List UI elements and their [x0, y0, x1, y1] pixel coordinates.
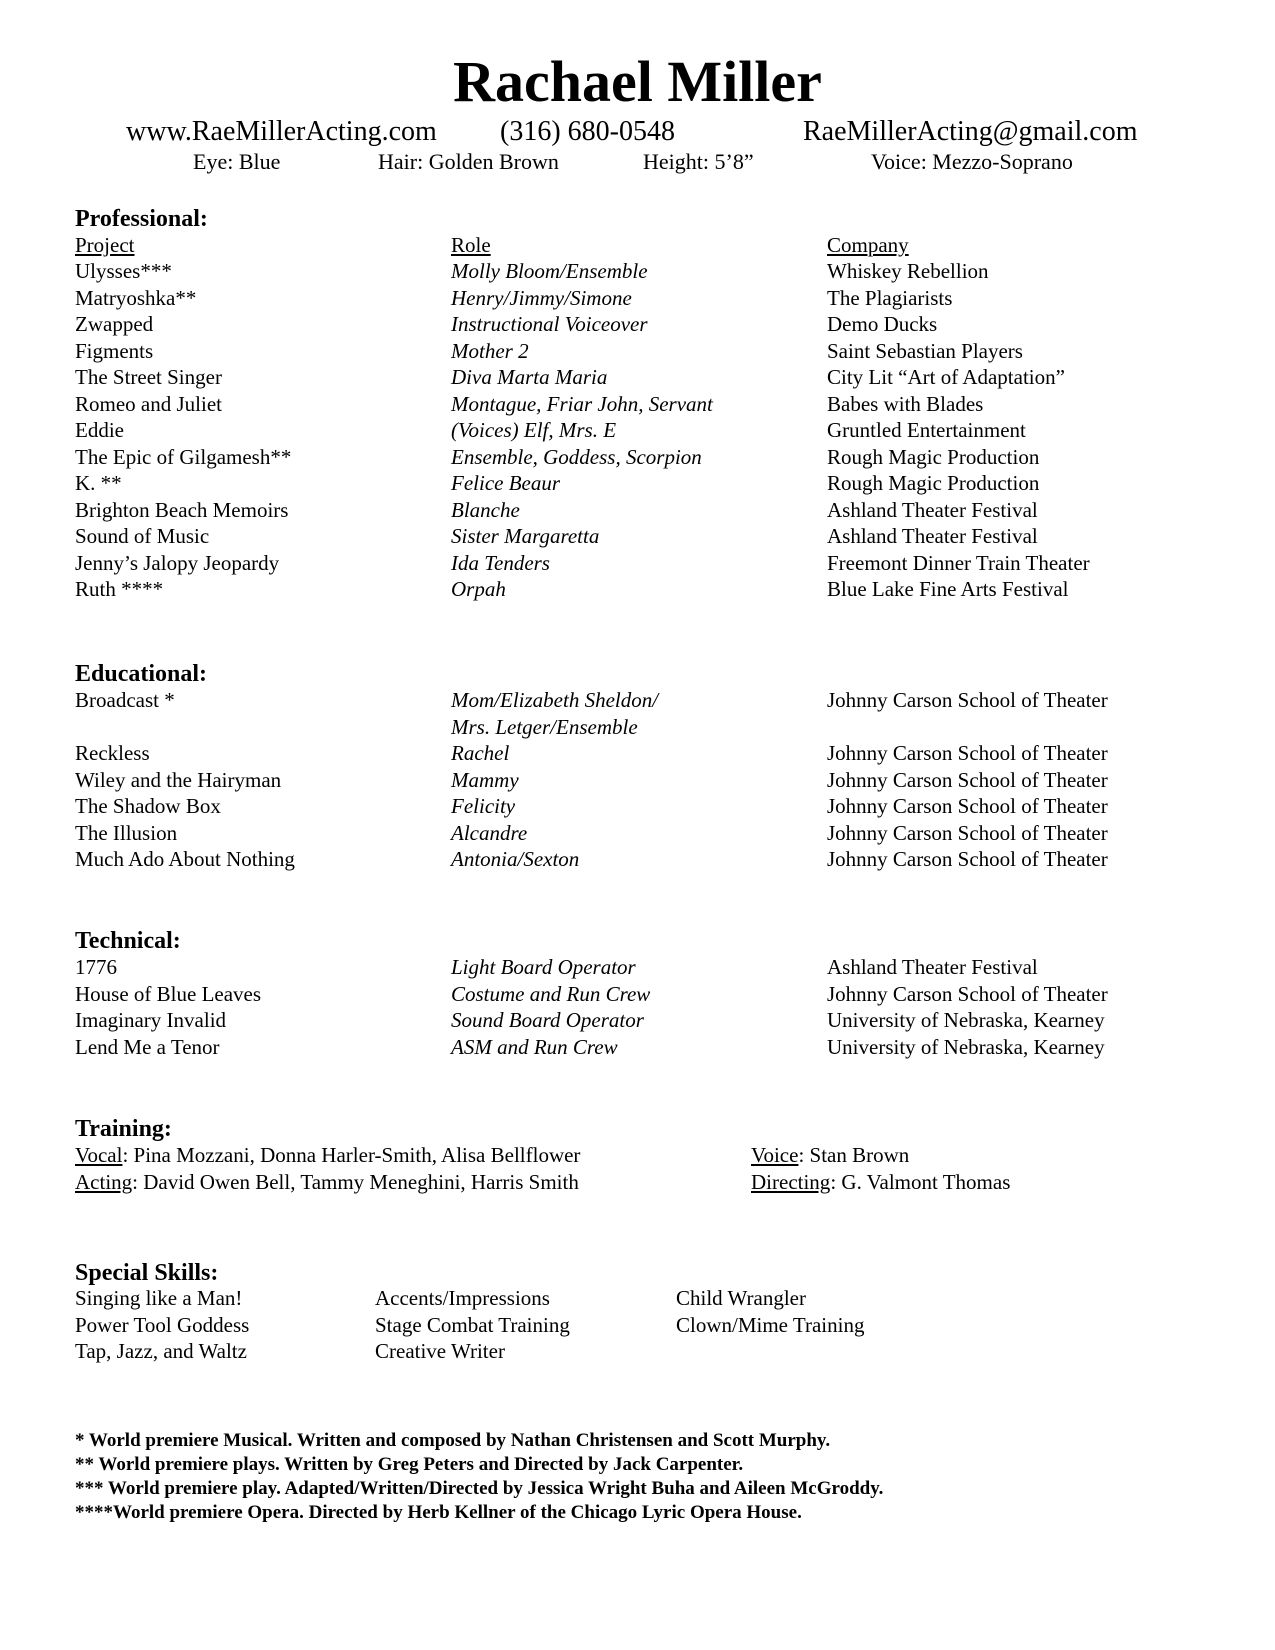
- project-title: Eddie: [75, 418, 124, 442]
- company-name: Saint Sebastian Players: [827, 339, 1023, 363]
- project-title: The Illusion: [75, 821, 178, 845]
- project-title: K. **: [75, 471, 122, 495]
- project-title: Imaginary Invalid: [75, 1008, 227, 1032]
- role-name: Antonia/Sexton: [451, 847, 580, 871]
- company-name: Gruntled Entertainment: [827, 418, 1026, 442]
- website-link[interactable]: www.RaeMillerActing.com: [126, 116, 437, 147]
- training-voice: [751, 1145, 909, 1166]
- column-header-company: Company: [827, 233, 909, 257]
- project-title: Ruth ****: [75, 577, 164, 601]
- project-title: 1776: [75, 955, 117, 979]
- company-name: Demo Ducks: [827, 312, 938, 336]
- project-title: Wiley and the Hairyman: [75, 768, 282, 792]
- company-name: Whiskey Rebellion: [827, 259, 989, 283]
- role-name: Henry/Jimmy/Simone: [451, 286, 632, 310]
- company-name: Johnny Carson School of Theater: [827, 821, 1108, 845]
- training-directing: [751, 1172, 1010, 1193]
- company-name: The Plagiarists: [827, 286, 953, 310]
- project-title: Romeo and Juliet: [75, 392, 222, 416]
- email-link[interactable]: RaeMillerActing@gmail.com: [803, 116, 1138, 147]
- company-name: Johnny Carson School of Theater: [827, 847, 1108, 871]
- role-name: (Voices) Elf, Mrs. E: [451, 418, 617, 442]
- role-name: Instructional Voiceover: [451, 312, 648, 336]
- project-title: Brighton Beach Memoirs: [75, 498, 289, 522]
- role-name: Diva Marta Maria: [451, 365, 608, 389]
- skill-item: Stage Combat Training: [375, 1313, 570, 1337]
- training-vocal-label: Vocal: [75, 1143, 123, 1167]
- company-name: Babes with Blades: [827, 392, 984, 416]
- project-title: Jenny’s Jalopy Jeopardy: [75, 551, 280, 575]
- section-title-training: Training:: [75, 1116, 172, 1142]
- skill-item: Singing like a Man!: [75, 1286, 243, 1310]
- footnote: * World premiere Musical. Written and composed by Nathan Christensen and Scott Murphy.: [75, 1430, 831, 1451]
- company-name: Johnny Carson School of Theater: [827, 768, 1108, 792]
- column-header-project: Project: [75, 233, 135, 257]
- footnote: ** World premiere plays. Written by Greg Peters and Directed by Jack Carpenter.: [75, 1454, 744, 1475]
- role-name: Light Board Operator: [451, 955, 636, 979]
- company-name: University of Nebraska, Kearney: [827, 1035, 1105, 1059]
- skill-item: Clown/Mime Training: [676, 1313, 865, 1337]
- footnote: *** World premiere play. Adapted/Written/Directed by Jessica Wright Buha and Aileen McGroddy.: [75, 1478, 884, 1499]
- role-name: Orpah: [451, 577, 506, 601]
- eye-color: Eye: Blue: [193, 149, 281, 174]
- training-voice-text: : Stan Brown: [798, 1143, 910, 1167]
- project-title: Lend Me a Tenor: [75, 1035, 220, 1059]
- project-title: The Street Singer: [75, 365, 222, 389]
- company-name: Ashland Theater Festival: [827, 524, 1038, 548]
- role-name: Mom/Elizabeth Sheldon/: [451, 688, 659, 712]
- training-acting: [75, 1172, 579, 1193]
- training-directing-text: : G. Valmont Thomas: [830, 1170, 1011, 1194]
- role-name: Mother 2: [451, 339, 529, 363]
- footnote: ****World premiere Opera. Directed by Herb Kellner of the Chicago Lyric Opera House.: [75, 1502, 802, 1523]
- training-directing-label: Directing: [751, 1170, 831, 1194]
- project-title: Much Ado About Nothing: [75, 847, 295, 871]
- company-name: Johnny Carson School of Theater: [827, 982, 1108, 1006]
- company-name: Johnny Carson School of Theater: [827, 741, 1108, 765]
- training-acting-text: : David Owen Bell, Tammy Meneghini, Harris Smith: [132, 1170, 579, 1194]
- role-name: Alcandre: [451, 821, 528, 845]
- project-title: Figments: [75, 339, 154, 363]
- section-title-professional: Professional:: [75, 206, 208, 232]
- project-title: The Shadow Box: [75, 794, 221, 818]
- project-title: Ulysses***: [75, 259, 172, 283]
- project-title: Reckless: [75, 741, 150, 765]
- company-name: Rough Magic Production: [827, 445, 1040, 469]
- company-name: Blue Lake Fine Arts Festival: [827, 577, 1069, 601]
- project-title: Sound of Music: [75, 524, 210, 548]
- voice-type: Voice: Mezzo-Soprano: [871, 149, 1073, 174]
- project-title: House of Blue Leaves: [75, 982, 262, 1006]
- section-title-technical: Technical:: [75, 928, 181, 954]
- section-title-educational: Educational:: [75, 661, 208, 687]
- phone-number: (316) 680-0548: [500, 116, 675, 147]
- skill-item: Creative Writer: [375, 1339, 505, 1363]
- role-name-continued: Mrs. Letger/Ensemble: [451, 715, 638, 739]
- skill-item: Child Wrangler: [676, 1286, 806, 1310]
- role-name: Montague, Friar John, Servant: [451, 392, 713, 416]
- role-name: Felice Beaur: [451, 471, 561, 495]
- company-name: University of Nebraska, Kearney: [827, 1008, 1105, 1032]
- role-name: Rachel: [451, 741, 510, 765]
- company-name: Rough Magic Production: [827, 471, 1040, 495]
- role-name: ASM and Run Crew: [451, 1035, 618, 1059]
- role-name: Blanche: [451, 498, 520, 522]
- height: Height: 5’8”: [643, 149, 754, 174]
- skill-item: Tap, Jazz, and Waltz: [75, 1339, 247, 1363]
- role-name: Sister Margaretta: [451, 524, 600, 548]
- training-vocal: [75, 1145, 580, 1166]
- role-name: Mammy: [451, 768, 519, 792]
- company-name: Freemont Dinner Train Theater: [827, 551, 1090, 575]
- company-name: Ashland Theater Festival: [827, 955, 1038, 979]
- hair-color: Hair: Golden Brown: [378, 149, 559, 174]
- company-name: Johnny Carson School of Theater: [827, 688, 1108, 712]
- role-name: Ida Tenders: [451, 551, 550, 575]
- training-vocal-text: : Pina Mozzani, Donna Harler-Smith, Alisa Bellflower: [122, 1143, 581, 1167]
- resume-name: Rachael Miller: [453, 49, 822, 114]
- section-title-special-skills: Special Skills:: [75, 1260, 219, 1286]
- company-name: City Lit “Art of Adaptation”: [827, 365, 1065, 389]
- project-title: Matryoshka**: [75, 286, 197, 310]
- role-name: Ensemble, Goddess, Scorpion: [451, 445, 702, 469]
- role-name: Felicity: [451, 794, 516, 818]
- skill-item: Accents/Impressions: [375, 1286, 550, 1310]
- role-name: Costume and Run Crew: [451, 982, 651, 1006]
- role-name: Sound Board Operator: [451, 1008, 644, 1032]
- company-name: Johnny Carson School of Theater: [827, 794, 1108, 818]
- training-acting-label: Acting: [75, 1170, 133, 1194]
- training-voice-label: Voice: [751, 1143, 799, 1167]
- project-title: Broadcast *: [75, 688, 175, 712]
- skill-item: Power Tool Goddess: [75, 1313, 250, 1337]
- company-name: Ashland Theater Festival: [827, 498, 1038, 522]
- project-title: Zwapped: [75, 312, 154, 336]
- role-name: Molly Bloom/Ensemble: [451, 259, 648, 283]
- column-header-role: Role: [451, 233, 491, 257]
- project-title: The Epic of Gilgamesh**: [75, 445, 292, 469]
